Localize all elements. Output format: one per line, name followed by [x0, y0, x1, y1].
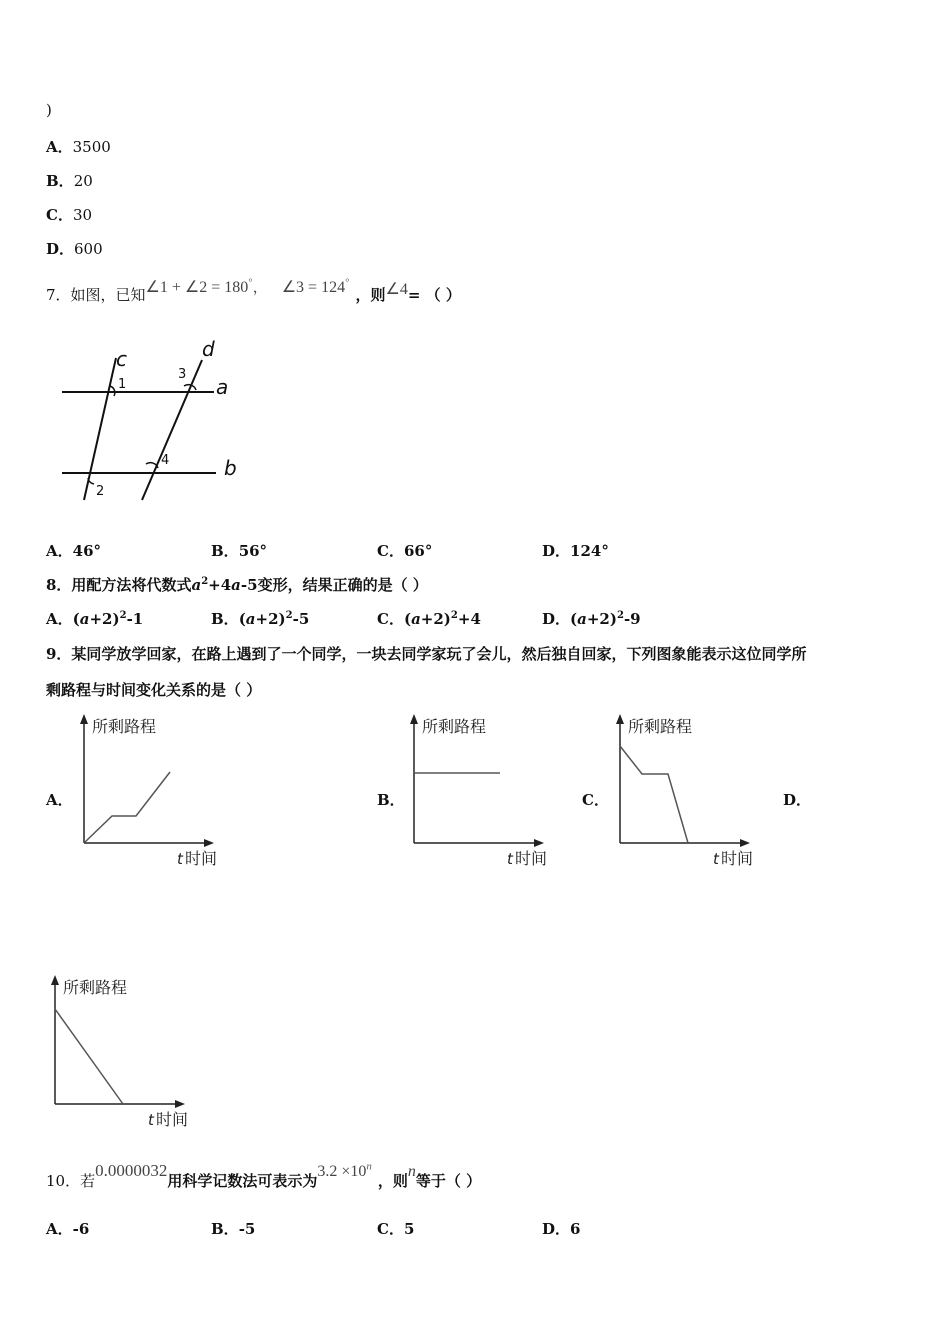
x-axis-var: t [177, 850, 183, 868]
option-value: 30 [72, 206, 93, 224]
option-label: A． [46, 1220, 73, 1238]
option-var: a [577, 610, 587, 628]
q7-cond2-text: ∠3 = 124 [281, 279, 346, 296]
option-inner: +2) [89, 610, 120, 628]
q10-option-c[interactable] [377, 1218, 414, 1239]
q6-option-d[interactable] [46, 238, 103, 259]
option-var: a [245, 610, 256, 628]
option-label: C． [377, 542, 404, 560]
q9-question-line2: 剩路程与时间变化关系的是（ ） [46, 681, 262, 699]
option-label: D． [542, 610, 571, 628]
x-axis-label: 时间 [515, 849, 548, 868]
option-label: C． [46, 206, 73, 224]
q10-option-b[interactable] [211, 1218, 255, 1239]
x-axis-label: 时间 [156, 1110, 189, 1129]
x-axis-var: t [507, 850, 513, 868]
option-tail: +4 [457, 610, 481, 628]
y-arrow-icon [410, 714, 418, 724]
graph-line [84, 772, 170, 843]
option-label: A． [46, 542, 73, 560]
x-axis-label: 时间 [721, 849, 754, 868]
q10-sci-exp: n [366, 1160, 372, 1173]
option-label: B． [211, 610, 239, 628]
q7-option-b[interactable] [211, 540, 267, 561]
q10-sci-base: 3.2 ×10 [317, 1163, 367, 1180]
q7-prefix: 7．如图，已知 [46, 286, 146, 304]
q7-cond1-text: ∠1 + ∠2 = 180 [145, 279, 249, 296]
option-label: D． [542, 1220, 571, 1238]
q7-mid: ，则 [355, 286, 386, 304]
q10-question [46, 1160, 482, 1191]
q8-option-c[interactable] [377, 608, 481, 629]
option-var: a [79, 610, 90, 628]
q8-suffix: 变形，结果正确的是（ ） [257, 576, 428, 594]
q7-suffix: = （ ） [407, 286, 461, 304]
q7-option-a[interactable] [46, 540, 101, 561]
y-arrow-icon [51, 975, 59, 985]
option-inner: +2) [420, 610, 451, 628]
option-tail: -1 [126, 610, 144, 628]
option-label: B． [211, 1220, 239, 1238]
q10-number: 0.0000032 [95, 1161, 168, 1180]
q7-option-c[interactable] [377, 540, 432, 561]
option-open: ( [238, 610, 246, 628]
option-value: 46° [72, 542, 102, 560]
option-tail: -9 [623, 610, 641, 628]
x-axis-var: t [148, 1111, 154, 1129]
y-arrow-icon [616, 714, 624, 724]
option-label: B． [46, 172, 74, 190]
q10-sci [317, 1160, 372, 1180]
option-label: A． [46, 610, 73, 628]
option-sup: 2 [616, 610, 624, 621]
option-value: 124° [570, 542, 609, 560]
q6-option-a[interactable] [46, 136, 111, 157]
x-arrow-icon [175, 1100, 185, 1108]
q10-prefix: 10．若 [46, 1172, 96, 1190]
q10-mid: 用科学记数法可表示为 [167, 1172, 318, 1190]
angle-label-3: 3 [178, 367, 187, 382]
q9-option-a-label[interactable]: A． [46, 791, 73, 809]
option-value: 20 [73, 172, 93, 190]
option-value: -6 [72, 1220, 90, 1238]
q6-paren-tail: ) [46, 101, 52, 119]
option-inner: +2) [586, 610, 617, 628]
y-axis-label: 所剩路程 [422, 717, 487, 736]
q7-cond2-deg: ° [345, 276, 350, 289]
option-tail: -5 [292, 610, 310, 628]
option-value: 600 [74, 240, 103, 258]
option-sup: 2 [285, 610, 293, 621]
option-value: 66° [403, 542, 433, 560]
q10-option-a[interactable] [46, 1218, 89, 1239]
q8-var-a2: a [231, 576, 241, 594]
q10-suffix: 等于（ ） [415, 1172, 482, 1190]
x-arrow-icon [740, 839, 750, 847]
x-axis-var: t [713, 850, 719, 868]
q7-option-d[interactable] [542, 540, 609, 561]
angle-label-1: 1 [118, 377, 127, 392]
option-sup: 2 [450, 610, 458, 621]
line-d [142, 360, 202, 500]
q7-cond1 [145, 276, 253, 296]
option-label: D． [46, 240, 75, 258]
option-value: -5 [238, 1220, 256, 1238]
q9-graph-c[interactable] [606, 708, 766, 873]
q8-sup: 2 [201, 576, 209, 587]
q9-option-d-label[interactable]: D． [783, 791, 812, 809]
x-arrow-icon [534, 839, 544, 847]
q8-question [46, 574, 428, 595]
q6-option-c[interactable] [46, 204, 92, 225]
label-a: a [216, 375, 229, 399]
option-label: C． [377, 1220, 404, 1238]
q8-option-d[interactable] [542, 608, 641, 629]
q8-option-a[interactable] [46, 608, 143, 629]
q7-cond1-deg: ° [248, 276, 253, 289]
q9-graph-d[interactable] [41, 969, 201, 1134]
option-open: ( [403, 610, 412, 628]
angle-2-arc [88, 478, 94, 484]
q9-option-b-label[interactable]: B． [377, 791, 405, 809]
y-arrow-icon [80, 714, 88, 724]
y-axis-label: 所剩路程 [628, 717, 693, 736]
option-label: C． [377, 610, 404, 628]
q8-var-a: a [191, 576, 202, 594]
option-sup: 2 [119, 610, 127, 621]
q7-question [46, 276, 461, 305]
q9-graph-a[interactable] [70, 708, 230, 873]
option-inner: +2) [255, 610, 286, 628]
q7-figure [44, 330, 254, 515]
graph-line [55, 1009, 123, 1104]
y-axis-label: 所剩路程 [92, 717, 157, 736]
option-label: B． [211, 542, 239, 560]
q9-graph-b[interactable] [400, 708, 560, 873]
option-label: A． [46, 138, 73, 156]
angle-label-2: 2 [96, 484, 105, 499]
q10-var: n [407, 1163, 416, 1180]
q10-mid2: ，则 [377, 1172, 408, 1190]
q9-option-c-label[interactable]: C． [582, 791, 609, 809]
option-value: 5 [403, 1220, 415, 1238]
angle-label-4: 4 [161, 453, 170, 468]
graph-line [620, 746, 688, 843]
option-open: ( [72, 610, 80, 628]
q6-option-b[interactable] [46, 170, 93, 191]
label-b: b [224, 456, 237, 480]
q8-option-b[interactable] [211, 608, 309, 629]
q8-expr-mid: +4 [208, 576, 232, 594]
q7-sep: ， [252, 278, 268, 296]
x-axis-label: 时间 [185, 849, 218, 868]
label-c: c [116, 347, 127, 371]
y-axis-label: 所剩路程 [63, 978, 128, 997]
q10-option-d[interactable] [542, 1218, 580, 1239]
option-value: 3500 [72, 138, 111, 156]
q7-ask: ∠4 [385, 281, 408, 298]
x-arrow-icon [204, 839, 214, 847]
q7-cond2 [281, 276, 350, 296]
option-var: a [411, 610, 421, 628]
q8-expr-tail: -5 [240, 576, 258, 594]
option-value: 6 [570, 1220, 581, 1238]
q9-question-line1: 9．某同学放学回家，在路上遇到了一个同学，一块去同学家玩了会儿，然后独自回家，下列图象能表示这位同学所 [46, 645, 807, 663]
option-open: ( [570, 610, 578, 628]
option-label: D． [542, 542, 571, 560]
option-value: 56° [238, 542, 268, 560]
label-d: d [202, 337, 215, 361]
q8-prefix: 8．用配方法将代数式 [46, 576, 192, 594]
